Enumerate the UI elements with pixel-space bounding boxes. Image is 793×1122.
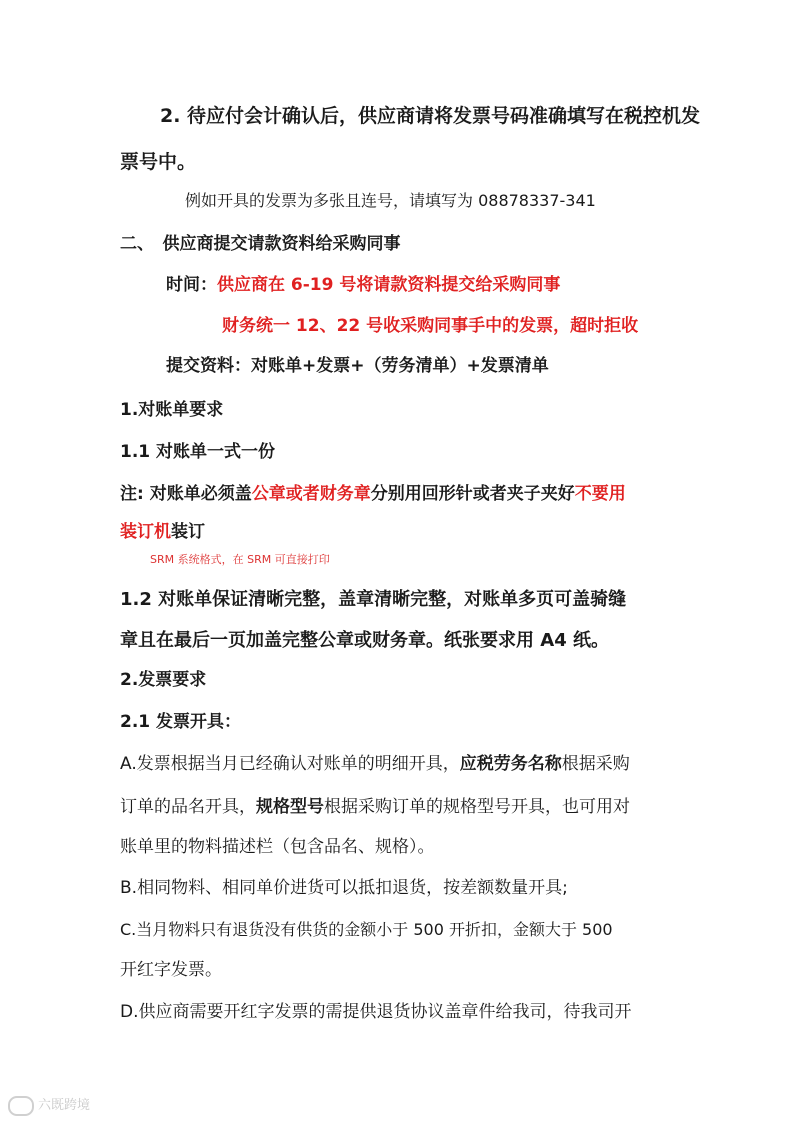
- time-line: [166, 273, 560, 297]
- finance-line: 财务统一 12、22 号收采购同事手中的发票，超时拒收: [222, 316, 639, 336]
- item-a-text-4: 根据采购订单的规格型号开具，也可用对: [324, 797, 630, 817]
- item-a-line-2: [120, 795, 630, 819]
- note-stapler-text: 装订机: [120, 522, 171, 542]
- example-line: 例如开具的发票为多张且连号，请填写为 08878337-341: [185, 191, 596, 210]
- item-a-text-3: 订单的品名开具，: [120, 797, 256, 817]
- watermark: [8, 1094, 90, 1116]
- item-a-line-1: [120, 752, 630, 776]
- note-line-2: [120, 520, 205, 544]
- note-seal-text: 公章或者财务章: [251, 484, 371, 504]
- item-c-line-2: 开红字发票。: [120, 960, 222, 980]
- section-2-heading: 二、 供应商提交请款资料给采购同事: [120, 234, 401, 254]
- item-a-line-3: 账单里的物料描述栏（包含品名、规格）。: [120, 837, 435, 857]
- para-1-2-line-2: 章且在最后一页加盖完整公章或财务章。纸张要求用 A4 纸。: [120, 630, 609, 651]
- item-a-text: A.发票根据当月已经确认对账单的明细开具，: [120, 754, 460, 774]
- heading-2-1: 2.1 发票开具：: [120, 712, 242, 732]
- item-c-line-1: C.当月物料只有退货没有供货的金额小于 500 开折扣，金额大于 500: [120, 920, 613, 939]
- item-a-bold-name: 应税劳务名称: [459, 754, 562, 774]
- time-value: 供应商在 6-19 号将请款资料提交给采购同事: [217, 275, 561, 295]
- srm-note: SRM 系统格式，在 SRM 可直接打印: [150, 553, 330, 566]
- item-a-bold-spec: 规格型号: [256, 797, 324, 817]
- heading-2: 2.发票要求: [120, 670, 207, 690]
- para-1-2-line-1: 1.2 对账单保证清晰完整，盖章清晰完整，对账单多页可盖骑缝: [120, 589, 627, 610]
- note-line-1: [120, 482, 626, 506]
- heading-1-1: 1.1 对账单一式一份: [120, 442, 276, 462]
- heading-1: 1.对账单要求: [120, 400, 224, 420]
- item-a-text-2: 根据采购: [561, 754, 630, 774]
- submit-line: 提交资料：对账单+发票+（劳务清单）+发票清单: [166, 356, 549, 376]
- para-2-line-2: 票号中。: [120, 151, 197, 173]
- watermark-text: 六既跨境: [38, 1098, 91, 1113]
- time-label: 时间：: [166, 275, 217, 295]
- note-no-use-text: 不要用: [574, 484, 626, 504]
- note-clip-text: 分别用回形针或者夹子夹好: [370, 484, 575, 504]
- para-2-line-1: 2. 待应付会计确认后，供应商请将发票号码准确填写在税控机发: [160, 105, 701, 127]
- note-bind-text: 装订: [171, 522, 205, 542]
- item-d-line-1: D.供应商需要开红字发票的需提供退货协议盖章件给我司，待我司开: [120, 1002, 632, 1022]
- note-text: 注: 对账单必须盖: [120, 484, 252, 504]
- item-b: B.相同物料、相同单价进货可以抵扣退货，按差额数量开具;: [120, 878, 568, 898]
- watermark-logo-icon: [8, 1096, 34, 1116]
